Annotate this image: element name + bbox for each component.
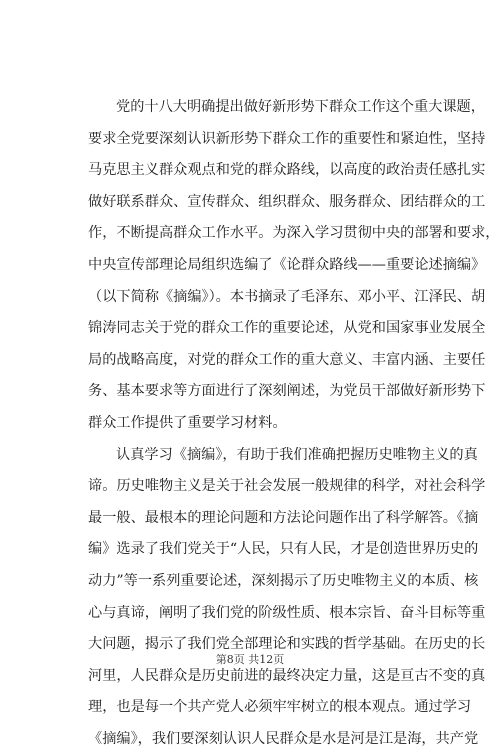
paragraph-2-line-2: 谛。历史唯物主义是关于社会发展一般规律的科学，对社会科学 xyxy=(88,478,486,495)
paragraph-2-line-1: 认真学习《摘编》，有助于我们准确把握历史唯物主义的真 xyxy=(116,446,478,463)
paragraph-1-line-8: 锦涛同志关于党的群众工作的重要论述，从党和国家事业发展全 xyxy=(88,320,486,337)
paragraph-1-line-3: 马克思主义群众观点和党的群众路线，以高度的政治责任感扎实 xyxy=(88,162,486,179)
paragraph-2-line-8: 河里，人民群众是历史前进的最终决定力量，这是亘古不变的真 xyxy=(88,667,486,684)
paragraph-2-line-7: 大问题，揭示了我们党全部理论和实践的哲学基础。在历史的长 xyxy=(88,636,486,653)
paragraph-1-line-9: 局的战略高度，对党的群众工作的重大意义、丰富内涵、主要任 xyxy=(88,351,486,368)
paragraph-1-line-10: 务、基本要求等方面进行了深刻阐述，为党员干部做好新形势下 xyxy=(88,383,486,400)
paragraph-2-line-4: 编》选录了我们党关于“人民，只有人民，才是创造世界历史的 xyxy=(88,541,479,558)
paragraph-2-line-9: 理，也是每一个共产党人必须牢牢树立的根本观点。通过学习 xyxy=(88,699,472,716)
paragraph-1-line-1: 党的十八大明确提出做好新形势下群众工作这个重大课题， xyxy=(116,99,485,115)
paragraph-2-line-6: 心与真谛，阐明了我们党的阶级性质、根本宗旨、奋斗目标等重 xyxy=(88,604,486,621)
page-number-footer: 第8页 共12页 xyxy=(215,653,285,666)
paragraph-1-line-7: （以下简称《摘编》）。本书摘录了毛泽东、邓小平、江泽民、胡 xyxy=(88,288,486,305)
paragraph-1-line-2: 要求全党要深刻认识新形势下群众工作的重要性和紧迫性，坚持 xyxy=(88,130,486,147)
paragraph-1-line-5: 作，不断提高群众工作水平。为深入学习贯彻中央的部署和要求， xyxy=(88,225,500,242)
paragraph-2-line-3: 最一般、最根本的理论问题和方法论问题作出了科学解答。《摘 xyxy=(88,509,479,526)
paragraph-2-line-5: 动力”等一系列重要论述，深刻揭示了历史唯物主义的本质、核 xyxy=(88,572,479,589)
paragraph-1-line-4: 做好联系群众、宣传群众、组织群众、服务群众、团结群众的工 xyxy=(88,193,486,210)
paragraph-1-line-6: 中央宣传部理论局组织选编了《论群众路线——重要论述摘编》 xyxy=(88,256,486,273)
paragraph-2-line-10: 《摘编》，我们要深刻认识人民群众是水是河是江是海，共产党 xyxy=(88,730,479,747)
paragraph-1-line-11: 群众工作提供了重要学习材料。 xyxy=(88,414,287,431)
